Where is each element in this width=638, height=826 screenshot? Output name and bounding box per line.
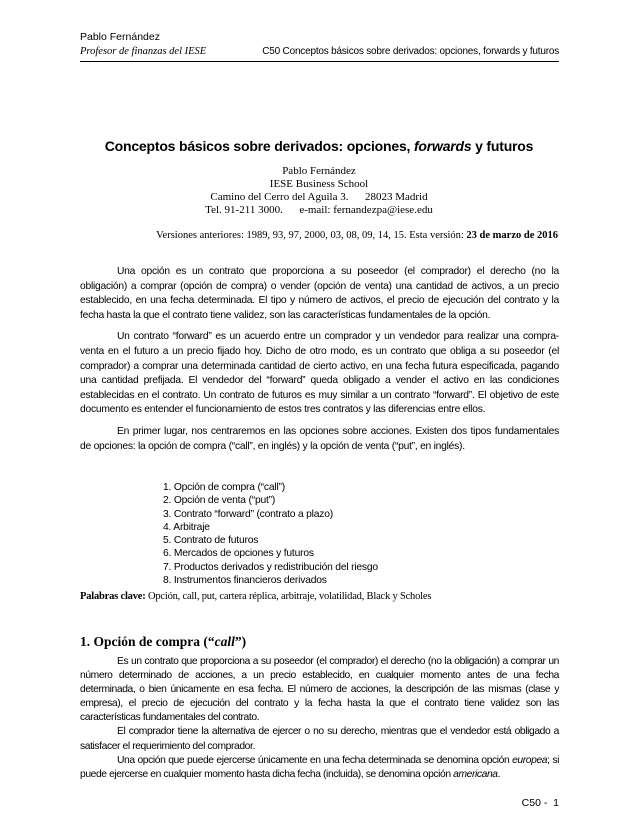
- header-role: Profesor de finanzas del IESE: [80, 46, 207, 57]
- title-italic: forwards: [413, 138, 472, 154]
- section-title-italic: call: [214, 634, 235, 649]
- contents-item: 3. Contrato “forward” (contrato a plazo): [163, 508, 333, 520]
- p3-text-a: Una opción que puede ejercerse únicamente en una fecha determinada se denomina opción: [117, 754, 513, 766]
- header-author: Pablo Fernández: [80, 31, 160, 43]
- contents-list: [163, 481, 378, 587]
- author-school: IESE Business School: [269, 178, 369, 190]
- p3-text-b: ; si puede ejercerse en cualquier momento hasta dicha fecha (incluida), se denomina opción: [80, 754, 559, 780]
- p3-italic-americana: americana: [453, 768, 498, 780]
- contents-item: 4. Arbitraje: [163, 521, 210, 533]
- section-title-tail: ”): [234, 634, 247, 649]
- contents-item: 7. Productos derivados y redistribución del riesgo: [163, 561, 378, 573]
- keywords-label: Palabras clave:: [80, 591, 146, 602]
- section-paragraph-1: Es un contrato que proporciona a su poseedor (el comprador) el derecho (no la obligación) a comprar un número determinado de acciones, a un precio establecido, en cualquier momento antes de una fecha determinada, o bien únicamente en esa fecha. El número de acciones, la descripción de las mismas (clase y empresa), el precio de ejecución del contrato y la fecha hasta la que el contrato tiene validez son las características fundamentales del contrato.: [80, 656, 559, 724]
- paper-title: [0, 138, 638, 154]
- author-address: Camino del Cerro del Aguila 3. 28023 Madrid: [210, 191, 428, 203]
- section-paragraph-2: El comprador tiene la alternativa de ejercer o no su derecho, mientras que el vendedor está obligado a satisfacer el requerimiento del comprador.: [80, 726, 559, 752]
- section-title: [80, 634, 246, 650]
- intro-paragraph-2: Un contrato “forward” es un acuerdo entre un comprador y un vendedor para realizar una compra-venta en el futuro a un precio fijado hoy. Dicho de otro modo, es un contrato que obliga a su poseedor (el comprador) a comprar una determinada cantidad de cierto activo, en una fecha futura especificada, pagando una cantidad prefijada. El vendedor del “forward” queda obligado a vender el activo en las condiciones establecidas en el contrato. Un contrato de futuros es muy similar a un contrato “forward”. El objetivo de este documento es entender el funcionamiento de estos tres contratos y las diferencias entre ellos.: [80, 331, 559, 416]
- contents-item: 6. Mercados de opciones y futuros: [163, 548, 314, 560]
- author-block: [0, 165, 638, 217]
- header-document-title: C50 Conceptos básicos sobre derivados: opciones, forwards y futuros: [262, 46, 559, 57]
- author-name: Pablo Fernández: [282, 165, 356, 177]
- title-text: Conceptos básicos sobre derivados: opciones,: [104, 138, 414, 154]
- intro-section: [80, 265, 559, 454]
- contents-item: 2. Opción de venta (“put”): [163, 495, 276, 507]
- contents-item: 1. Opción de compra (“call”): [163, 482, 286, 493]
- versions-line: [80, 230, 559, 241]
- header-rule: [80, 61, 559, 62]
- author-contact: Tel. 91-211 3000. e-mail: fernandezpa@iese.edu: [205, 204, 433, 216]
- intro-paragraph-1: Una opción es un contrato que proporciona a su poseedor (el comprador) el derecho (no la obligación) a comprar (opción de compra) o vender (opción de venta) una cantidad de activos, a un precio establecido, en una fecha determinada. El tipo y número de activos, el precio de ejecución del contrato y la fecha hasta la que el contrato tiene validez, son las características fundamentales de la opción.: [80, 266, 559, 321]
- intro-paragraph-3: En primer lugar, nos centraremos en las opciones sobre acciones. Existen dos tipos fundamentales de opciones: la opción de compra (“call”, en inglés) y la opción de venta (“put”, en inglés).: [80, 425, 559, 452]
- section-title-text: 1. Opción de compra (“: [80, 634, 215, 649]
- keywords-text: Opción, call, put, cartera réplica, arbitraje, volatilidad, Black y Scholes: [145, 591, 432, 602]
- versions-text: Versiones anteriores: 1989, 93, 97, 2000, 03, 08, 09, 14, 15. Esta versión:: [156, 230, 467, 241]
- versions-date: 23 de marzo de 2016: [466, 230, 558, 241]
- keywords-line: [80, 591, 431, 602]
- p3-text-c: .: [497, 768, 501, 780]
- contents-item: 5. Contrato de futuros: [163, 535, 259, 547]
- section-paragraph-3: [80, 754, 559, 782]
- contents-item: 8. Instrumentos financieros derivados: [163, 575, 327, 587]
- title-tail: y futuros: [471, 138, 534, 154]
- section-body: [80, 655, 559, 782]
- p3-italic-europea: europea: [512, 754, 548, 766]
- page-number: C50 - 1: [521, 797, 559, 809]
